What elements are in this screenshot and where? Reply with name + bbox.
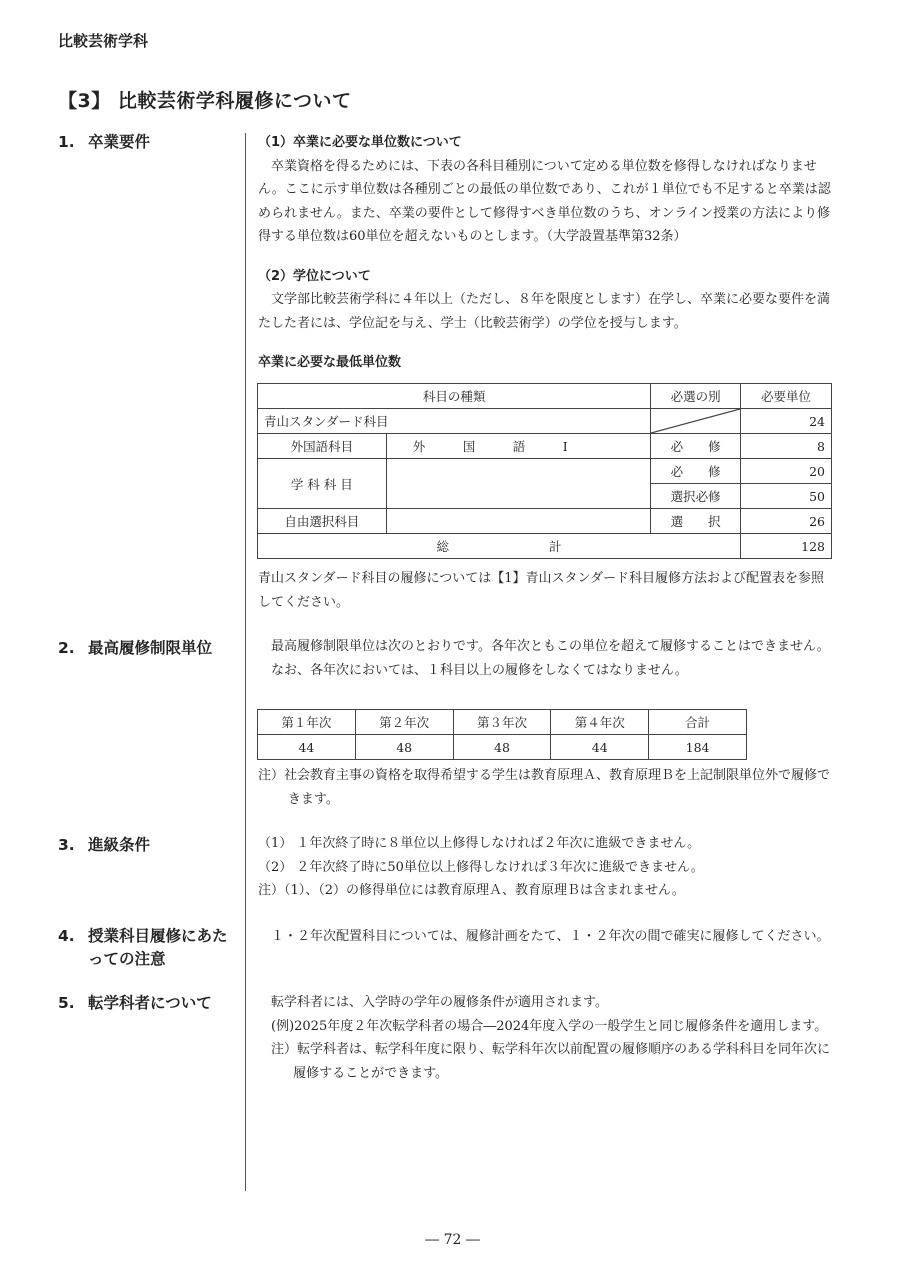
max-units-table	[257, 709, 747, 760]
section-2-content	[258, 635, 832, 682]
table-header: 合計	[649, 710, 747, 735]
table-cell-empty	[386, 459, 651, 509]
note: 注）社会教育主事の資格を取得希望する学生は教育原理Ａ、教育原理Ｂを上記制限単位外で履修できます。	[258, 768, 831, 807]
paragraph: なお、各年次においては、１科目以上の履修をしなくてはなりません。	[271, 662, 688, 678]
table-cell: 選 択	[651, 509, 741, 534]
table-row	[258, 384, 832, 409]
section-4-content	[258, 925, 832, 949]
table-cell: 48	[355, 735, 453, 760]
paragraph: 青山スタンダード科目の履修については【1】青山スタンダード科目履修方法および配置表を参照してください。	[258, 571, 824, 610]
department-header: 比較芸術学科	[58, 32, 149, 50]
table-cell: 8	[741, 434, 832, 459]
table-row	[258, 735, 747, 760]
table-cell: 選択必修	[651, 484, 741, 509]
section-title: 卒業要件	[88, 133, 151, 151]
section-2-note	[258, 764, 832, 811]
table-cell: 必 修	[651, 434, 741, 459]
section-heading-1: 1. 卒業要件	[58, 133, 151, 151]
paragraph: 最高履修制限単位は次のとおりです。各年次ともこの単位を超えて履修することはできません。	[271, 639, 830, 654]
table-row	[258, 710, 747, 735]
section-title: 進級条件	[88, 836, 151, 854]
section-title: 最高履修制限単位	[88, 639, 213, 657]
table-cell-empty	[386, 509, 651, 534]
table-row	[258, 409, 832, 434]
table-header: 第４年次	[551, 710, 649, 735]
table-cell: 184	[649, 735, 747, 760]
table-cell: 学 科 科 目	[258, 459, 387, 509]
table-row	[258, 434, 832, 459]
section-heading-4: 4. 授業科目履修にあた っての注意	[58, 925, 240, 971]
list-item: （1） １年次終了時に８単位以上修得しなければ２年次に進級できません。	[258, 836, 701, 851]
section-title: 授業科目履修にあた	[88, 927, 228, 945]
paragraph: 卒業資格を得るためには、下表の各科目種別について定める単位数を修得しなければなりません。ここに示す単位数は各種別ごとの最低の単位数であり、これが１単位でも不足すると卒業は認められません。また、卒業の要件として修得すべき単位数のうち、オンライン授業の方法により修得する単位数は60単位を超えないものとします。（大学設置基準第32条）	[258, 158, 831, 244]
list-item: （2） ２年次終了時に50単位以上修得しなければ３年次に進級できません。	[258, 859, 704, 875]
section-1-content	[258, 131, 832, 375]
table-header: 第３年次	[453, 710, 551, 735]
table-cell: 50	[741, 484, 832, 509]
table-cell: 26	[741, 509, 832, 534]
paragraph: 文学部比較芸術学科に４年以上（ただし、８年を限度とします）在学し、卒業に必要な要件を満たした者には、学位記を与え、学士（比較芸術学）の学位を授与します。	[258, 292, 831, 331]
section-5-content	[258, 991, 832, 1085]
note: 注）転学科者は、転学科年度に限り、転学科年次以前配置の履修順序のある学科科目を同年次に履修することができます。	[271, 1042, 831, 1081]
table-cell: 必 修	[651, 459, 741, 484]
table-header: 必要単位	[741, 384, 832, 409]
note: 注）（1）、（2）の修得単位には教育原理Ａ、教育原理Ｂは含まれません。	[258, 883, 685, 898]
paragraph: 転学科者には、入学時の学年の履修条件が適用されます。	[271, 995, 608, 1010]
section-heading-5: 5. 転学科者について	[58, 994, 212, 1012]
table-row	[258, 534, 832, 559]
table-cell: 外国語科目	[258, 434, 387, 459]
table-cell: 20	[741, 459, 832, 484]
table-cell: 外 国 語 Ⅰ	[386, 434, 651, 459]
subsection-title: （1）卒業に必要な単位数について	[258, 135, 462, 150]
section-heading-2: 2. 最高履修制限単位	[58, 639, 213, 657]
divider-line	[245, 133, 246, 1191]
after-table-note	[258, 567, 832, 614]
table-cell-total: 128	[741, 534, 832, 559]
table-header: 第１年次	[258, 710, 356, 735]
table-header: 必選の別	[651, 384, 741, 409]
table-header: 科目の種類	[258, 384, 651, 409]
table-cell: 44	[551, 735, 649, 760]
table-title: 卒業に必要な最低単位数	[258, 355, 402, 370]
table-cell: 自由選択科目	[258, 509, 387, 534]
page-number: ― 72 ―	[425, 1232, 480, 1248]
diagonal-cell	[651, 409, 741, 434]
table-header: 第２年次	[355, 710, 453, 735]
section-heading-3: 3. 進級条件	[58, 836, 151, 854]
paragraph: １・２年次配置科目については、履修計画をたて、１・２年次の間で確実に履修してください。	[271, 929, 830, 944]
table-row	[258, 459, 832, 484]
diagonal-line	[651, 409, 740, 433]
table-cell-total-label: 総 計	[258, 534, 741, 559]
section-3-content	[258, 832, 832, 903]
table-cell: 44	[258, 735, 356, 760]
subsection-title: （2）学位について	[258, 268, 371, 284]
section-title: 転学科者について	[88, 994, 212, 1012]
table-row	[258, 509, 832, 534]
table-cell: 24	[741, 409, 832, 434]
page-title: 【3】 比較芸術学科履修について	[58, 90, 352, 112]
table-cell: 48	[453, 735, 551, 760]
units-table	[257, 383, 832, 559]
section-title-cont: っての注意	[88, 950, 166, 968]
table-cell: 青山スタンダード科目	[258, 409, 651, 434]
example: (例)2025年度２年次転学科者の場合―2024年度入学の一般学生と同じ履修条件を適用します。	[271, 1018, 828, 1034]
